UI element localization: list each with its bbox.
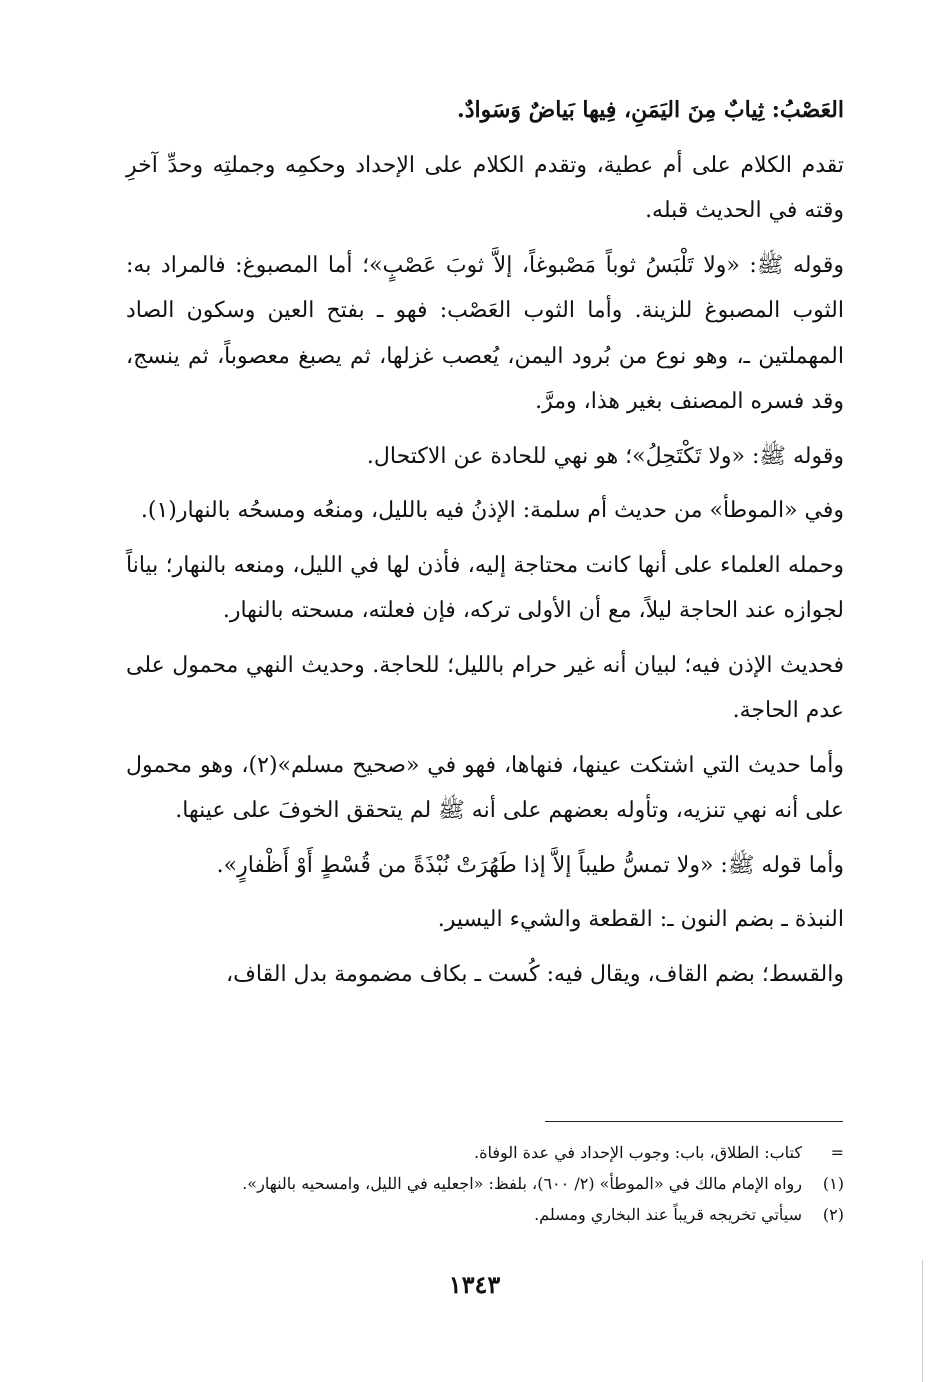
paragraph: تقدم الكلام على أم عطية، وتقدم الكلام على الإحداد وحكمِه وجملتِه وحدِّ آخرِ وقته في الحديث قبله. <box>126 152 844 223</box>
footnote <box>126 1199 844 1230</box>
paragraph: وأما قوله ﷺ: «ولا تمسُّ طيباً إلاَّ إذا طَهُرَتْ نُبْذَةً من قُسْطٍ أَوْ أَظْفارٍ». <box>216 852 844 878</box>
footnote-text: رواه الإمام مالك في «الموطأ» (٢/ ٦٠٠)، بلفظ: «اجعليه في الليل، وامسحيه بالنهار». <box>242 1174 802 1193</box>
page-edge-line <box>922 1260 923 1382</box>
paragraph: النبذة ـ بضم النون ـ: القطعة والشيء اليسير. <box>437 907 844 932</box>
footnotes <box>126 1137 844 1230</box>
footnote-text: سيأتي تخريجه قريباً عند البخاري ومسلم. <box>534 1205 802 1224</box>
paragraph: والقسط؛ بضم القاف، ويقال فيه: كُست ـ بكاف مضمومة بدل القاف، <box>226 961 844 987</box>
footnote-marker: = <box>830 1143 844 1162</box>
paragraph: وأما حديث التي اشتكت عينها، فنهاها، فهو في «صحيح مسلم»(٢)، وهو محمول على أنه نهي تنزيه، وتأوله بعضهم على أنه ﷺ لم يتحقق الخوفَ على عينها. <box>126 752 844 823</box>
footnote-marker: (١) <box>822 1174 844 1193</box>
footnote-divider <box>545 1121 843 1122</box>
footnote <box>126 1168 844 1199</box>
footnote-text: كتاب: الطلاق، باب: وجوب الإحداد في عدة الوفاة. <box>474 1143 802 1162</box>
page-number: ١٣٤٣ <box>448 1270 501 1299</box>
footnote-marker: (٢) <box>822 1205 844 1224</box>
footnote <box>126 1137 844 1168</box>
paragraph: وفي «الموطأ» من حديث أم سلمة: الإذنُ فيه بالليل، ومنعُه ومسحُه بالنهار(١). <box>140 498 844 523</box>
paragraph: وحمله العلماء على أنها كانت محتاجة إليه، فأذن لها في الليل، ومنعه بالنهار؛ بياناً لجوازه عند الحاجة ليلاً، مع أن الأولى تركه، فإن فعلته، مسحته بالنهار. <box>126 552 844 623</box>
paragraph: فحديث الإذن فيه؛ لبيان أنه غير حرام بالليل؛ للحاجة. وحديث النهي محمول على عدم الحاجة. <box>126 652 844 723</box>
paragraph: وقوله ﷺ: «ولا تَلْبَسُ ثوباً مَصْبوغاً، إلاَّ ثوبَ عَصْبٍ»؛ أما المصبوغ: فالمراد به: الثوب المصبوغ للزينة. وأما الثوب العَصْب: فهو ـ بفتح العين وسكون الصاد المهملتين ـ، وهو نوع من بُرود اليمن، يُعصب غزلها، ثم يصبغ معصوباً، ثم ينسج، وقد فسره المصنف بغير هذا، ومرَّ. <box>126 252 844 414</box>
paragraph: العَصْبُ: ثِيابٌ مِنَ اليَمَنِ، فِيها بَياضٌ وَسَوادٌ. <box>457 97 844 123</box>
paragraph: وقوله ﷺ: «ولا تَكْتَحِلُ»؛ هو نهي للحادة عن الاكتحال. <box>366 443 844 469</box>
main-text <box>126 88 844 1006</box>
